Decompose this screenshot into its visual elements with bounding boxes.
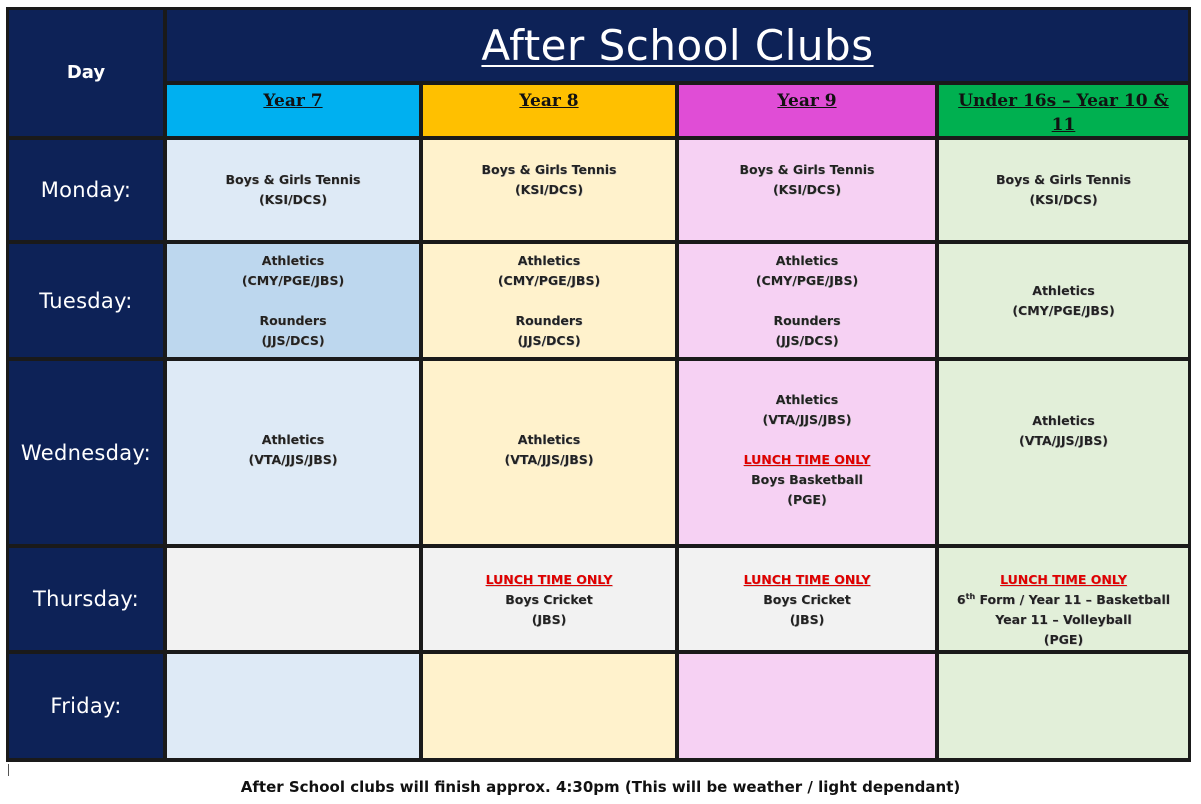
club-name: Boys & Girls Tennis xyxy=(225,172,361,187)
wednesday-year9-cell xyxy=(679,361,935,544)
club-name: Boys Basketball xyxy=(751,471,863,487)
thursday-year9-cell xyxy=(679,548,935,650)
monday-under16-cell xyxy=(939,140,1188,240)
club-name: Athletics xyxy=(1032,282,1095,298)
staff-codes: (VTA/JJS/JBS) xyxy=(762,411,852,427)
staff-codes: (VTA/JJS/JBS) xyxy=(248,451,338,467)
club-name: Athletics xyxy=(775,391,839,407)
under-16s-header xyxy=(939,85,1188,136)
under-16s-label-line1: Under 16s – Year 10 & xyxy=(958,91,1169,111)
staff-codes: (KSI/DCS) xyxy=(514,182,584,197)
friday-year9-cell xyxy=(679,654,935,758)
lunch-time-only-note: LUNCH TIME ONLY xyxy=(485,572,613,587)
club-name: Athletics xyxy=(517,252,581,268)
year-7-header xyxy=(167,85,419,136)
club-name: Boys Cricket xyxy=(505,592,593,607)
monday-year9-cell xyxy=(679,140,935,240)
thursday-year7-cell xyxy=(167,548,419,650)
club-name: Athletics xyxy=(261,431,325,447)
club-name-basketball: 6th Form / Year 11 – Basketball xyxy=(956,591,1171,607)
staff-codes: (JJS/DCS) xyxy=(261,332,325,348)
year-8-header xyxy=(423,85,675,136)
club-name: Boys & Girls Tennis xyxy=(739,162,875,177)
day-monday: Monday: xyxy=(9,140,163,240)
staff-codes: (CMY/PGE/JBS) xyxy=(1012,302,1115,318)
clubs-timetable xyxy=(6,7,1191,762)
day-thursday: Thursday: xyxy=(9,548,163,650)
year-8-label: Year 8 xyxy=(519,91,579,111)
year-9-label: Year 9 xyxy=(777,91,837,111)
staff-codes: (CMY/PGE/JBS) xyxy=(755,272,859,288)
wednesday-year7-cell xyxy=(167,361,419,544)
staff-codes: (JJS/DCS) xyxy=(517,332,581,348)
staff-codes: (PGE) xyxy=(1043,632,1084,647)
day-wednesday: Wednesday: xyxy=(9,361,163,544)
footer-note: After School clubs will finish approx. 4:30pm (This will be weather / light dependant) xyxy=(240,778,961,796)
club-name: Athletics xyxy=(775,252,839,268)
staff-codes: (CMY/PGE/JBS) xyxy=(241,272,345,288)
monday-year8-cell xyxy=(423,140,675,240)
wednesday-year8-cell xyxy=(423,361,675,544)
day-tuesday: Tuesday: xyxy=(9,244,163,357)
staff-codes: (JJS/DCS) xyxy=(775,332,839,348)
club-name: Boys & Girls Tennis xyxy=(996,172,1131,187)
club-name: Athletics xyxy=(1032,413,1095,428)
tuesday-year7-cell xyxy=(167,244,419,357)
lunch-time-only-note: LUNCH TIME ONLY xyxy=(1000,572,1127,587)
club-name: Boys Cricket xyxy=(763,592,851,607)
year-7-label: Year 7 xyxy=(263,91,323,111)
wednesday-under16-cell xyxy=(939,361,1188,544)
lunch-time-only-note: LUNCH TIME ONLY xyxy=(743,451,871,467)
staff-codes: (PGE) xyxy=(787,491,827,507)
tuesday-year9-cell xyxy=(679,244,935,357)
club-name: Athletics xyxy=(517,431,581,447)
page-title: After School Clubs xyxy=(481,20,874,70)
friday-under16-cell xyxy=(939,654,1188,758)
lunch-time-only-note: LUNCH TIME ONLY xyxy=(743,572,871,587)
friday-year8-cell xyxy=(423,654,675,758)
staff-codes: (KSI/DCS) xyxy=(772,182,842,197)
staff-codes: (CMY/PGE/JBS) xyxy=(497,272,601,288)
staff-codes: (KSI/DCS) xyxy=(1029,192,1098,207)
year-9-header xyxy=(679,85,935,136)
staff-codes: (KSI/DCS) xyxy=(258,192,328,207)
tuesday-under16-cell xyxy=(939,244,1188,357)
club-name: Rounders xyxy=(773,312,841,328)
club-name: Rounders xyxy=(515,312,583,328)
staff-codes: (JBS) xyxy=(789,612,825,627)
club-name: Athletics xyxy=(261,252,325,268)
staff-codes: (JBS) xyxy=(531,612,567,627)
thursday-under16-cell xyxy=(939,548,1188,650)
thursday-year8-cell xyxy=(423,548,675,650)
friday-year7-cell xyxy=(167,654,419,758)
club-name-volleyball: Year 11 – Volleyball xyxy=(995,612,1132,627)
staff-codes: (VTA/JJS/JBS) xyxy=(504,451,594,467)
day-column-header: Day xyxy=(9,10,163,136)
club-name: Rounders xyxy=(259,312,327,328)
staff-codes: (VTA/JJS/JBS) xyxy=(1019,433,1108,448)
under-16s-label-line2: 11 xyxy=(1051,115,1076,135)
tuesday-year8-cell xyxy=(423,244,675,357)
page-title-cell xyxy=(167,10,1188,81)
cursor-mark xyxy=(8,764,9,776)
day-friday: Friday: xyxy=(9,654,163,758)
monday-year7-cell xyxy=(167,140,419,240)
club-name: Boys & Girls Tennis xyxy=(481,162,617,177)
